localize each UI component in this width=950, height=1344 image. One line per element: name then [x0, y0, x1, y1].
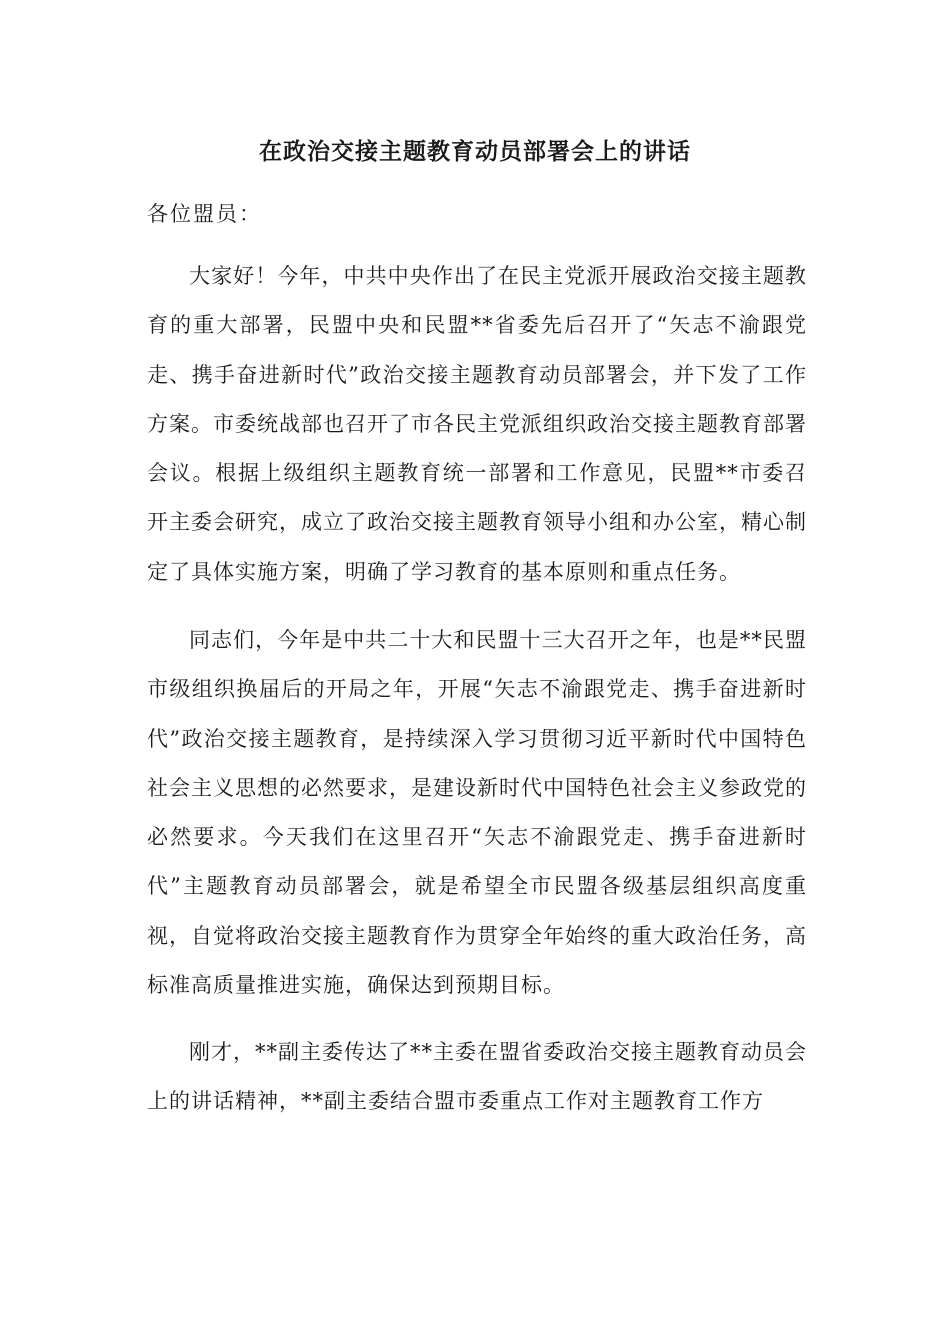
- document-title: 在政治交接主题教育动员部署会上的讲话: [259, 138, 691, 165]
- paragraph-2: 同志们，今年是中共二十大和民盟十三大召开之年，也是**民盟市级组织换届后的开局之年，开展“矢志不渝跟党走、携手奋进新时代”政治交接主题教育，是持续深入学习贯彻习近平新时代中国特色社会主义思想的必然要求，是建设新时代中国特色社会主义参政党的必然要求。今天我们在这里召开“矢志不渝跟党走、携手奋进新时代”主题教育动员部署会，就是希望全市民盟各级基层组织高度重视，自觉将政治交接主题教育作为贯穿全年始终的重大政治任务，高标准高质量推进实施，确保达到预期目标。: [147, 628, 807, 998]
- salutation: 各位盟员：: [147, 202, 262, 226]
- paragraph-1: 大家好！今年，中共中央作出了在民主党派开展政治交接主题教育的重大部署，民盟中央和民盟**省委先后召开了“矢志不渝跟党走、携手奋进新时代”政治交接主题教育动员部署会，并下发了工作方案。市委统战部也召开了市各民主党派组织政治交接主题教育部署会议。根据上级组织主题教育统一部署和工作意见，民盟**市委召开主委会研究，成立了政治交接主题教育领导小组和办公室，精心制定了具体实施方案，明确了学习教育的基本原则和重点任务。: [147, 264, 807, 584]
- paragraph-3: 刚才，**副主委传达了**主委在盟省委政治交接主题教育动员会上的讲话精神，**副主委结合盟市委重点工作对主题教育工作方: [147, 1040, 807, 1114]
